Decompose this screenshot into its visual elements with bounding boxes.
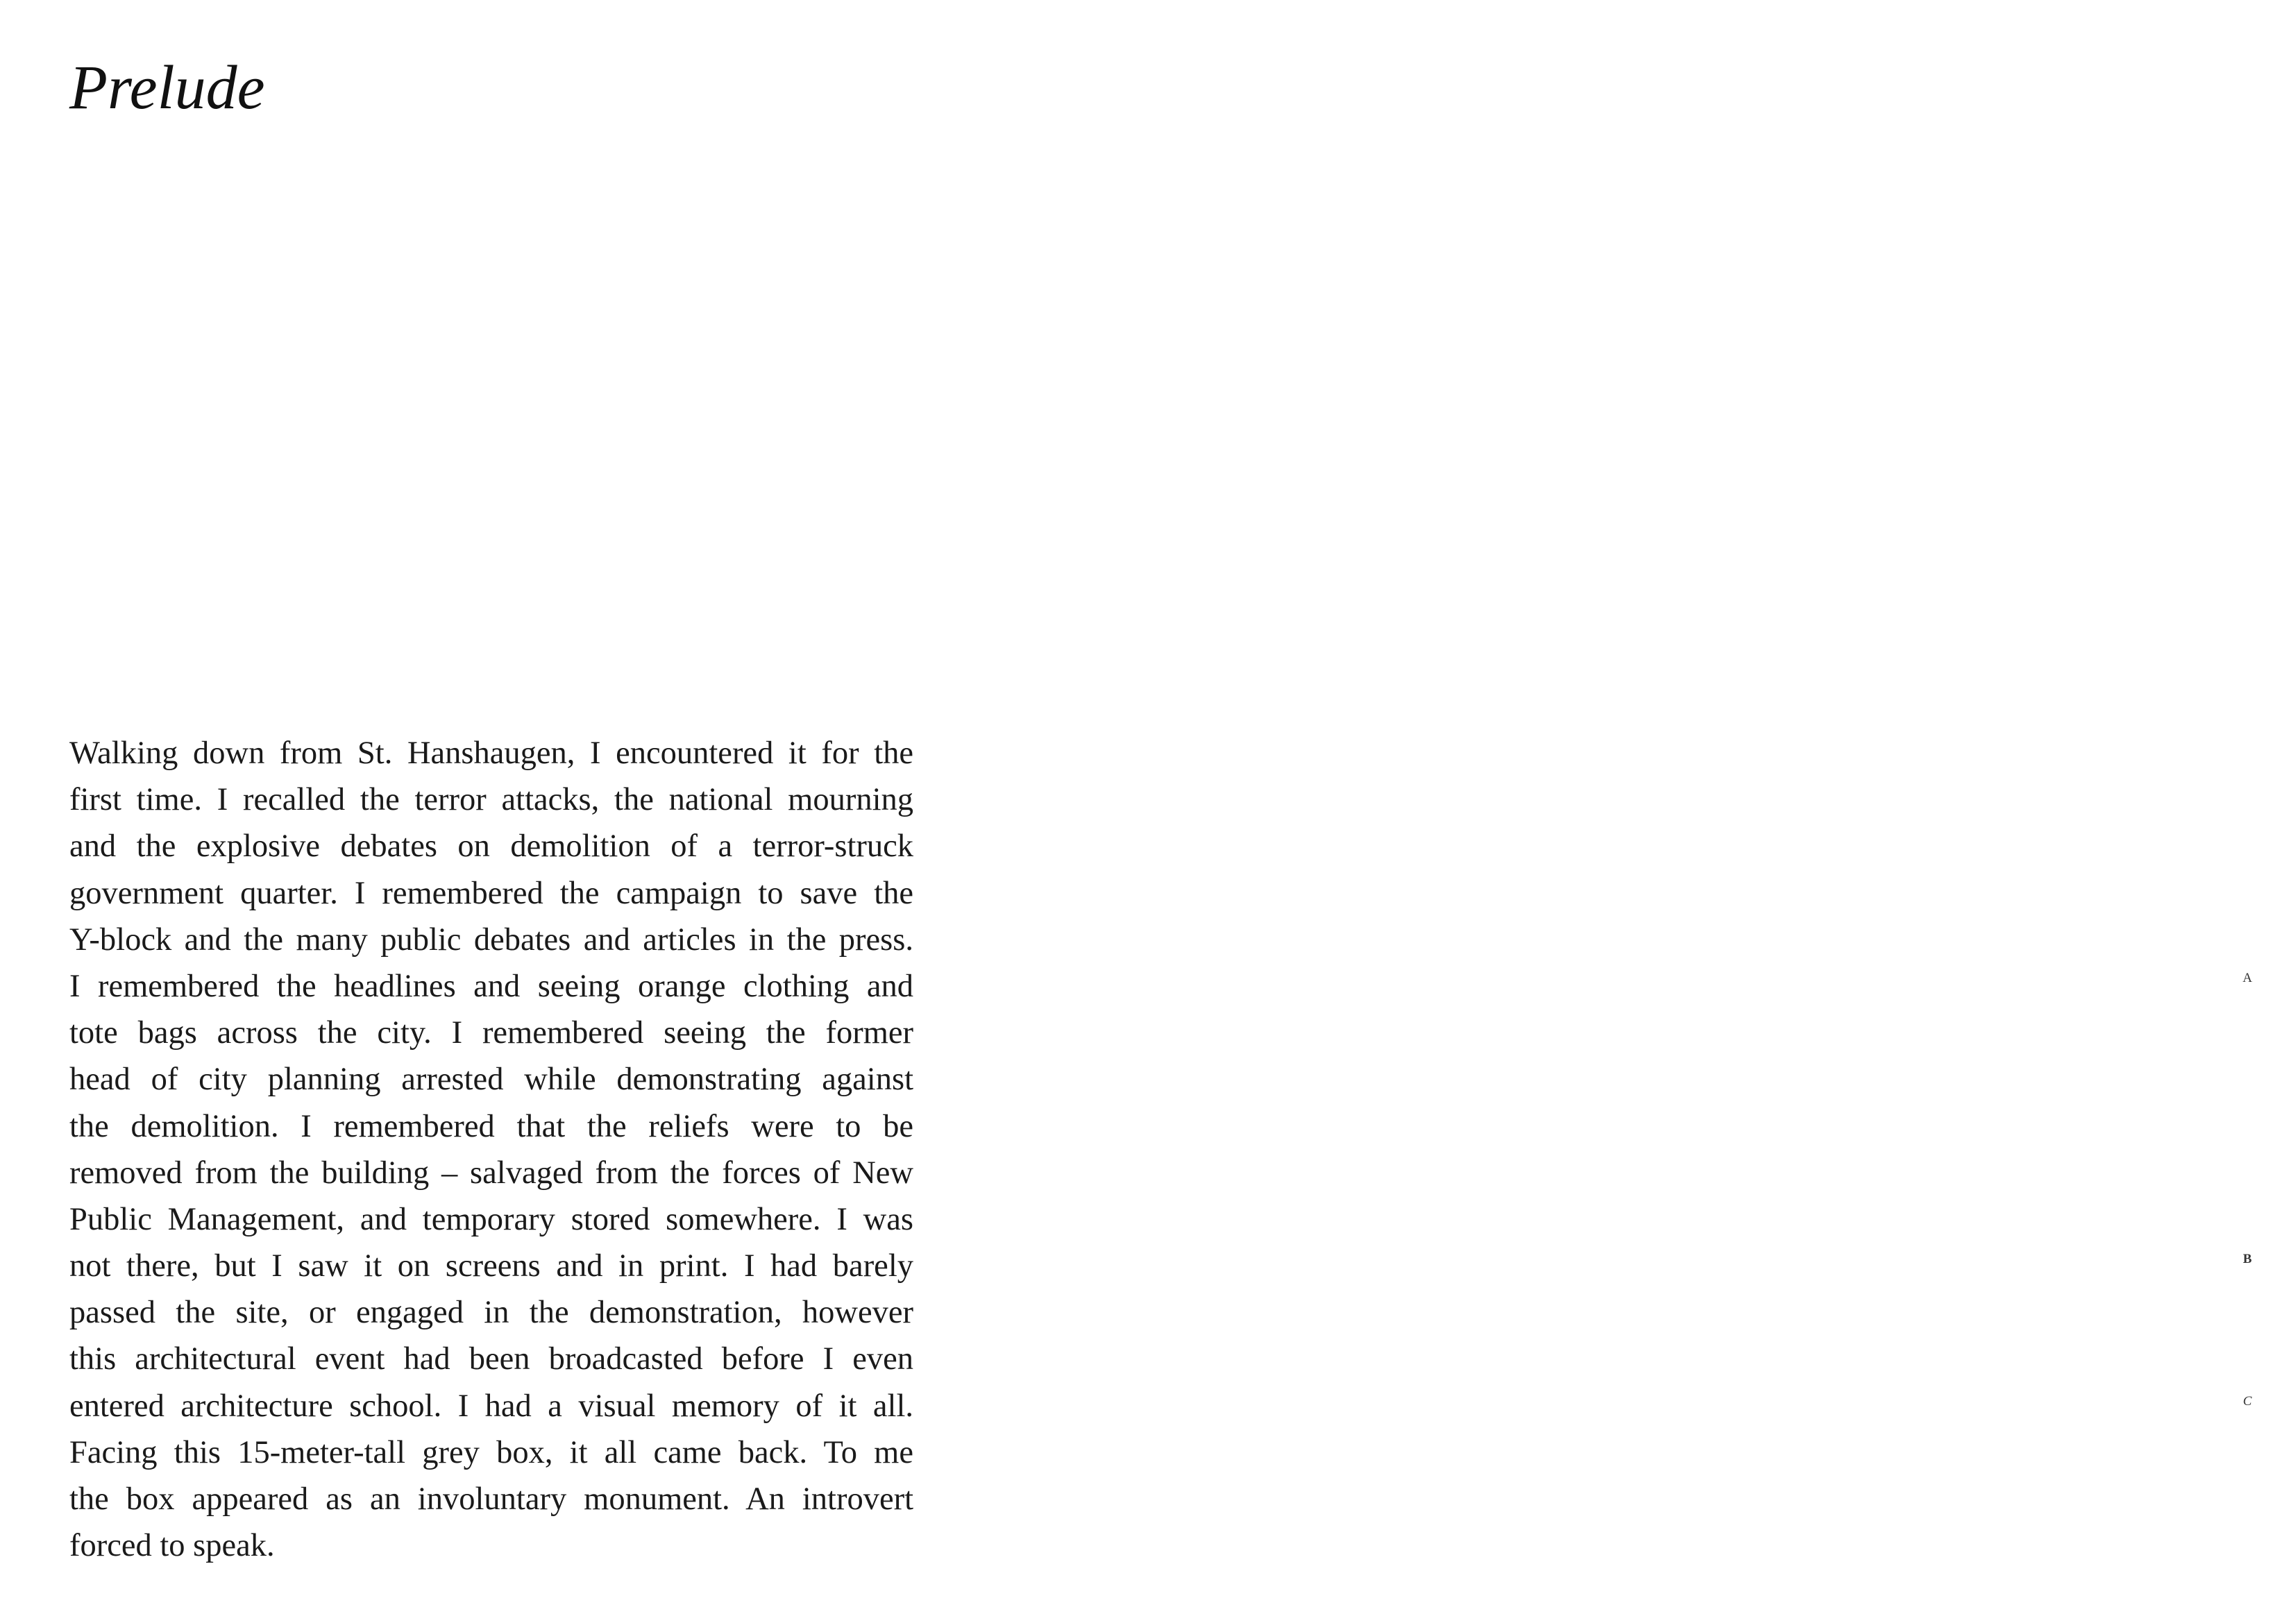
paragraph-line: I remembered the headlines and seeing orange clothing and	[69, 968, 913, 1004]
paragraph-line: not there, but I saw it on screens and in print. I had barely	[69, 1248, 913, 1284]
page-title: Prelude	[69, 53, 265, 122]
paragraph-line: first time. I recalled the terror attacks, the national mourning	[69, 782, 913, 818]
paragraph-line: the box appeared as an involuntary monument. An introvert	[69, 1481, 913, 1517]
paragraph-line: tote bags across the city. I remembered seeing the former	[69, 1015, 913, 1051]
paragraph-line: passed the site, or engaged in the demonstration, however	[69, 1295, 913, 1331]
paragraph-line: this architectural event had been broadcasted before I even	[69, 1341, 913, 1377]
paragraph-line: forced to speak.	[69, 1528, 275, 1564]
paragraph-line: entered architecture school. I had a visual memory of it all.	[69, 1388, 913, 1424]
paragraph-line: government quarter. I remembered the campaign to save the	[69, 875, 913, 911]
paragraph-line: head of city planning arrested while demonstrating against	[69, 1062, 913, 1098]
margin-marker-c: C	[2243, 1394, 2252, 1409]
paragraph-line: Public Management, and temporary stored somewhere. I was	[69, 1201, 913, 1237]
paragraph-line: Facing this 15-meter-tall grey box, it all came back. To me	[69, 1434, 913, 1470]
paragraph-line: the demolition. I remembered that the reliefs were to be	[69, 1108, 913, 1144]
paragraph-line: Y-block and the many public debates and articles in the press.	[69, 921, 913, 958]
paragraph-line: Walking down from St. Hanshaugen, I encountered it for the	[69, 736, 913, 771]
margin-marker-b: B	[2243, 1252, 2252, 1266]
margin-marker-a: A	[2243, 971, 2252, 985]
body-paragraph	[69, 730, 913, 1569]
paragraph-line: and the explosive debates on demolition of a terror-struck	[69, 829, 913, 865]
paragraph-line: removed from the building – salvaged from the forces of New	[69, 1155, 913, 1191]
